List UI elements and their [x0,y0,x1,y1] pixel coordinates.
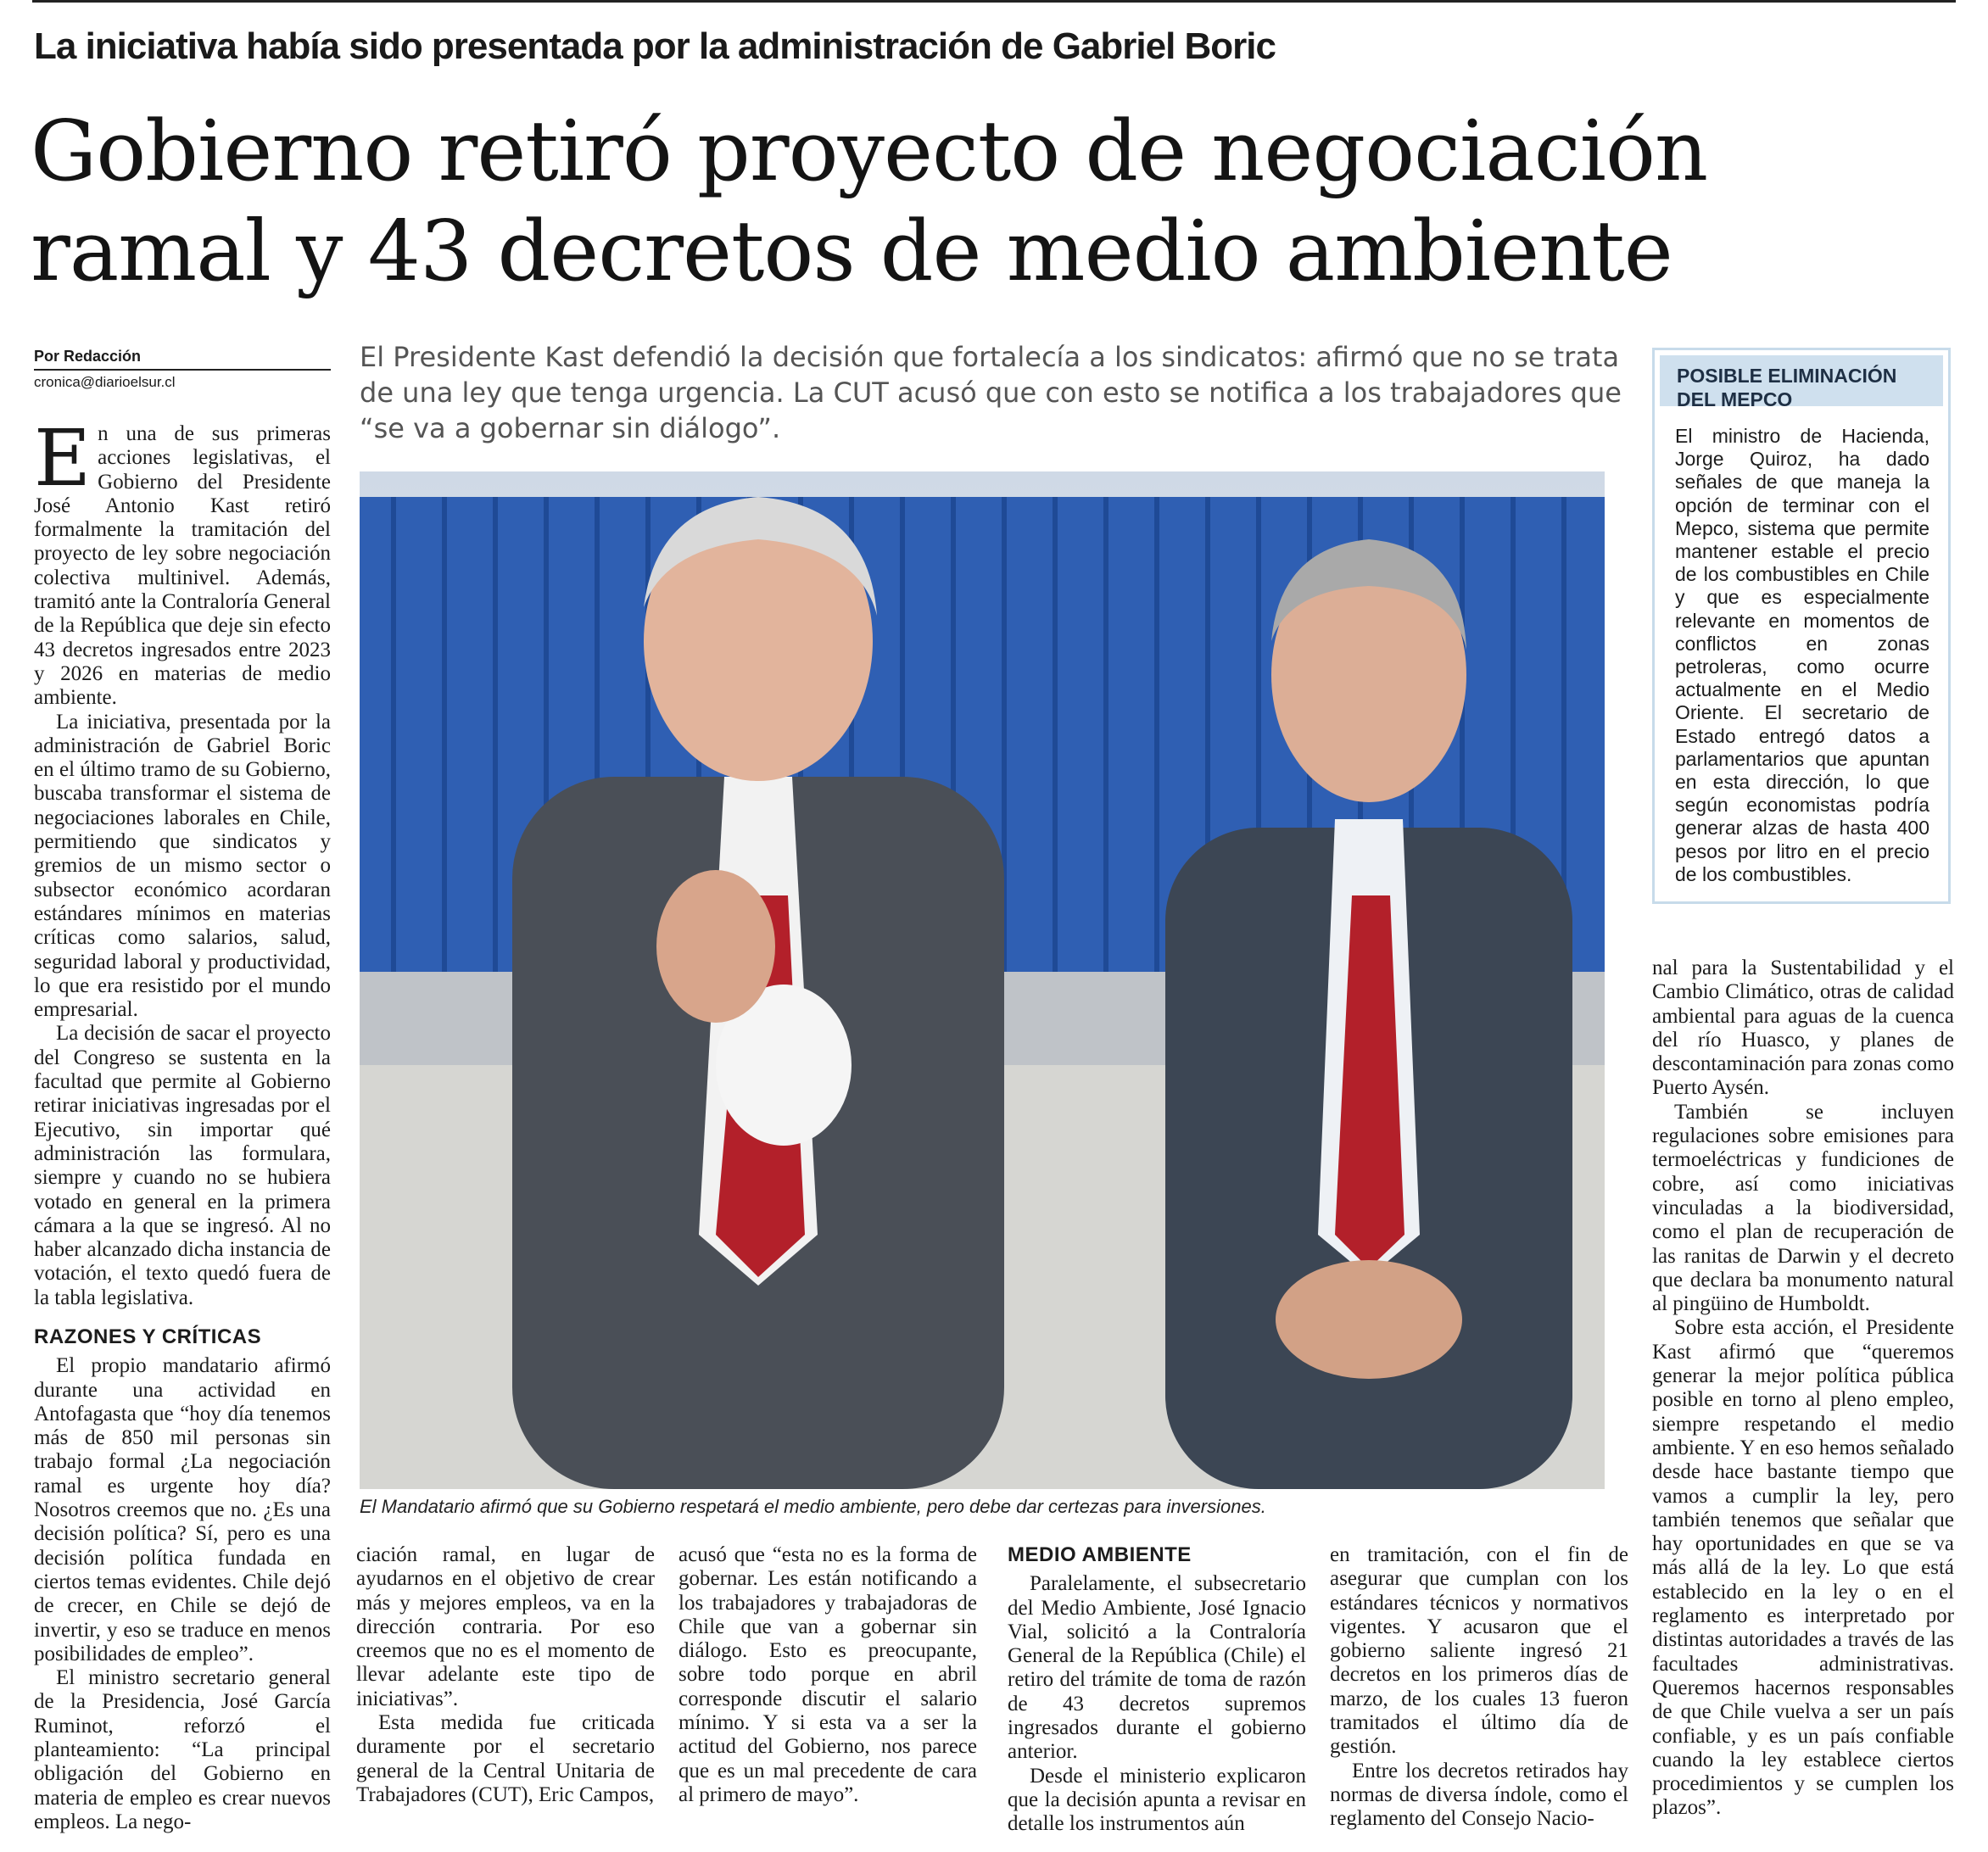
headline-line-1: Gobierno retiró proyecto de negociación [31,103,1708,200]
paragraph-14: También se incluyen regulaciones sobre emisiones para termoeléctricas y fundiciones de cobre, así como iniciativas vinculadas a la biodiversidad, como el plan de recuperación de las ranitas de Darwin y el decreto que declara ba monumento natural al pingüino de Humboldt. [1652,1100,1954,1316]
photo-illustration [360,471,1605,1489]
sidebar-title-line-2: DEL MEPCO [1677,388,1793,410]
headline [31,102,1964,302]
article-column-6 [1652,957,1954,1821]
paragraph-10: Desde el ministerio explicaron que la decisión apunta a revisar en detalle los instrumentos aún [1008,1764,1306,1836]
paragraph-4: El propio mandatario afirmó durante una actividad en Antofagasta que “hoy día tenemos más de 850 mil personas sin trabajo formal ¿La negociación ramal es urgente hoy día? Nosotros creemos que no. ¿Es una decisión política? Sí, pero es una decisión política fundada en ciertos temas evidentes. Chile dejó de crecer, en Chile se dejó de invertir, y eso se traduce en menos posibilidades de empleo”. [34,1354,331,1665]
dropcap: E [34,413,92,504]
paragraph-1 [34,413,331,711]
paragraph-7: Esta medida fue criticada duramente por el secretario general de la Central Unitaria de Trabajadores (CUT), Eric Campos, [356,1711,655,1806]
paragraph-3: La decisión de sacar el proyecto del Congreso se sustenta en la facultad que permite al Gobierno retirar iniciativas ingresadas por el Ejecutivo, sin importar qué administración las formulara, siempre y cuando no se hubiera votado en general en la primera cámara a la que se ingresó. Al no haber alcanzado dicha instancia de votación, el texto quedó fuera de la tabla legislativa. [34,1022,331,1309]
sidebar-box [1652,348,1951,904]
deck-text: El Presidente Kast defendió la decisión que fortalecía a los sindicatos: afirmó que no se trata de una ley que tenga urgencia. La CUT acusó que con esto se notifica a los trabajadores que “se va a gobernar sin diálogo”. [360,341,1622,444]
subhead-medio-ambiente: MEDIO AMBIENTE [1008,1543,1192,1566]
article-column-2 [356,1543,655,1807]
article-photo [360,471,1605,1489]
article-column-1 [34,413,331,1834]
paragraph-11: en tramitación, con el fin de asegurar que cumplan con los estándares técnicos y normativos vigentes. Y acusaron que el gobierno saliente ingresó 21 decretos en los primeros días de marzo, de los cuales 13 fueron tramitados el último día de gestión. [1330,1543,1628,1759]
byline-email: cronica@diarioelsur.cl [34,374,176,390]
paragraph-9: Paralelamente, el subsecretario del Medio Ambiente, José Ignacio Vial, solicitó a la Contraloría General de la República (Chile) el retiro del trámite de toma de razón de 43 decretos supremos ingresados durante el gobierno anterior. [1008,1572,1306,1764]
paragraph-6: ciación ramal, en lugar de ayudarnos en el objetivo de crear más y mejores empleos, va en la dirección contraria. Por eso creemos que no es el momento de llevar adelante este tipo de iniciativas”. [356,1543,655,1710]
article-column-5 [1330,1543,1628,1832]
paragraph-2: La iniciativa, presentada por la administración de Gabriel Boric en el último tramo de su Gobierno, buscaba transformar el sistema de negociaciones laborales en Chile, permitiendo que sindicatos y gremios de un mismo sector o subsector económico acordaran estándares mínimos en materias críticas como salarios, salud, seguridad laboral y productividad, lo que era resistido por el mundo empresarial. [34,710,331,1022]
headline-line-2: ramal y 43 decretos de medio ambiente [31,204,1672,300]
paragraph-8: acusó que “esta no es la forma de gobernar. Les están notificando a los trabajadores y trabajadoras de Chile que van a gobernar sin diálogo. Esto es preocupante, sobre todo porque en abril corresponde discutir el salario mínimo. Y si esta va a ser la actitud del Gobierno, nos parece que es un mal precedente de cara al primero de mayo”. [678,1543,977,1806]
photo-caption: El Mandatario afirmó que su Gobierno respetará el medio ambiente, pero debe dar certezas para inversiones. [360,1496,1266,1517]
paragraph-12: Entre los decretos retirados hay normas de diversa índole, como el reglamento del Consejo Nacio- [1330,1759,1628,1831]
subhead-razones: RAZONES Y CRÍTICAS [34,1325,262,1348]
deck [360,339,1632,446]
paragraph-15: Sobre esta acción, el Presidente Kast afirmó que “queremos generar la mejor política pública posible en torno al pleno empleo, siempre respetando el medio ambiente. Y en eso hemos señalado desde hace bastante tiempo que vamos a cumplir la ley, pero también tenemos que señalar que hay oportunidades en que se va más allá de la ley. Lo que está establecido en la ley o en el reglamento es interpretado por distintas autoridades a través de las facultades administrativas. Queremos hacernos responsables de que Chile vuelva a ser un país confiable, y es un país confiable cuando la ley establece ciertos procedimientos y se cumplen los plazos”. [1652,1316,1954,1820]
kicker: La iniciativa había sido presentada por la administración de Gabriel Boric [34,25,1276,67]
byline [34,348,331,391]
paragraph-13: nal para la Sustentabilidad y el Cambio Climático, otras de calidad ambiental para aguas de la cuenca del río Huasco, y planes de descontaminación para zonas como Puerto Aysén. [1652,957,1954,1100]
article-column-4 [1008,1543,1306,1837]
paragraph-5: El ministro secretario general de la Presidencia, José García Ruminot, reforzó el planteamiento: “La principal obligación del Gobierno en materia de empleo es crear nuevos empleos. La nego- [34,1666,331,1833]
top-rule [32,0,1956,3]
sidebar-body: El ministro de Hacienda, Jorge Quiroz, ha dado señales de que maneja la opción de terminar con el Mepco, sistema que permite mantener estable el precio de los combustibles en Chile y que es especialmente relevante en momentos de conflictos en zonas petroleras, como ocurre actualmente en el Medio Oriente. El secretario de Estado entregó datos a parlamentarios que apuntan en esta dirección, lo que según economistas podría generar alzas de hasta 400 pesos por litro en el precio de los combustibles. [1675,425,1929,885]
paragraph-1-text: n una de sus primeras acciones legislativas, el Gobierno del Presidente José Antonio Kast retiró formalmente la tramitación del proyecto de ley sobre negociación colectiva multinivel. Además, tramitó ante la Contraloría General de la República que deje sin efecto 43 decretos ingresados entre 2023 y 2026 en materias de medio ambiente. [34,422,331,710]
article-column-3 [678,1543,977,1807]
sidebar-title-line-1: POSIBLE ELIMINACIÓN [1677,365,1897,387]
byline-author: Por Redacción [34,348,331,371]
sidebar-title [1660,355,1943,410]
